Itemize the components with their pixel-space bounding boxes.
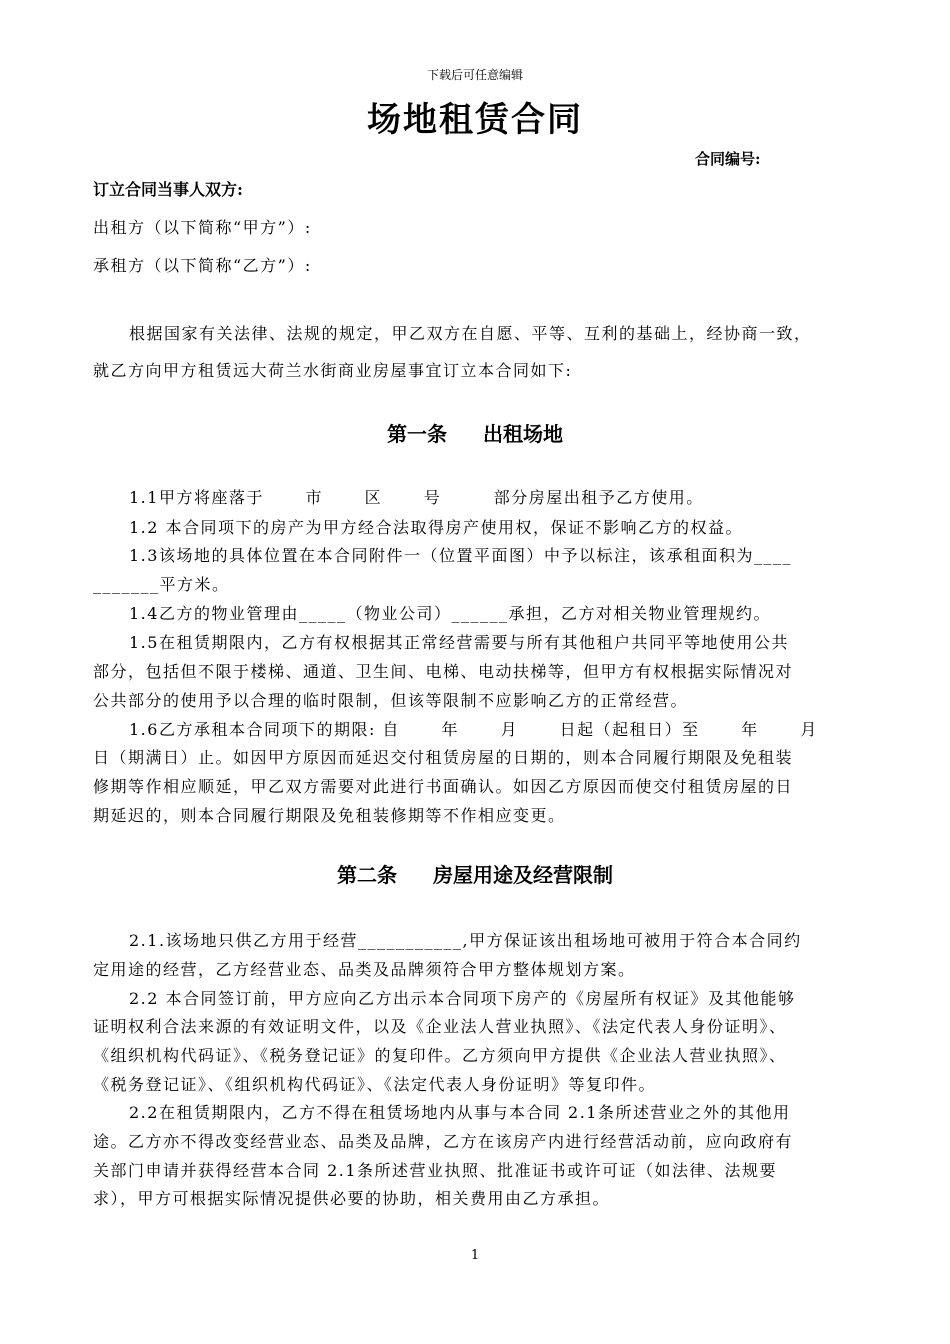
clause-line: 日（期满日）止。如因甲方原因而延迟交付租赁房屋的日期的，则本合同履行期限及免租装 — [93, 748, 794, 767]
clause-line: 关部门申请并获得经营本合同 2.1条所述营业执照、批准证书或许可证（如法律、法规要 — [93, 1161, 778, 1180]
section-2-name: 房屋用途及经营限制 — [433, 863, 613, 887]
section-2-number: 第二条 — [337, 863, 397, 887]
clause-line: 1.3该场地的具体位置在本合同附件一（位置平面图）中予以标注，该承租面积为____ — [129, 546, 792, 565]
lessor-line: 出租方（以下简称“甲方”）: — [93, 218, 312, 237]
clause-line: 求），甲方可根据实际情况提供必要的协助，相关费用由乙方承担。 — [93, 1189, 611, 1208]
intro-line: 根据国家有关法律、法规的规定，甲乙双方在自愿、平等、互利的基础上，经协商一致， — [129, 324, 812, 343]
section-1-name: 出租场地 — [483, 422, 563, 446]
section-2-heading — [0, 859, 950, 888]
clause-line: 1.5在租赁期限内，乙方有权根据其正常经营需要与所有其他租户共同平等地使用公共 — [129, 633, 789, 652]
page-number: 1 — [470, 1248, 480, 1263]
clause-line: 途。乙方亦不得改变经营业态、品类及品牌，乙方在该房产内进行经营活动前，应向政府有 — [93, 1132, 794, 1151]
clause-line: 1.1甲方将座落于 市 区 号 部分房屋出租予乙方使用。 — [129, 488, 704, 507]
clause-line: 1.4乙方的物业管理由_____（物业公司）______承担，乙方对相关物业管理规约。 — [129, 604, 771, 623]
section-1-number: 第一条 — [387, 422, 447, 446]
clause-line: 定用途的经营，乙方经营业态、品类及品牌须符合甲方整体规划方案。 — [93, 960, 636, 979]
clause-line: 《组织机构代码证》、《税务登记证》的复印件。乙方须向甲方提供《企业法人营业执照》、 — [93, 1046, 787, 1065]
clause-line: 修期等作相应顺延，甲乙双方需要对此进行书面确认。如因乙方原因而使交付租赁房屋的日 — [93, 777, 794, 796]
clause-line: 2.2 本合同签订前，甲方应向乙方出示本合同项下房产的《房屋所有权证》及其他能够 — [129, 989, 796, 1008]
intro-line: 就乙方向甲方租赁远大荷兰水街商业房屋事宜订立本合同如下: — [93, 361, 573, 380]
clause-line: 部分，包括但不限于楼梯、通道、卫生间、电梯、电动扶梯等，但甲方有权根据实际情况对 — [93, 662, 794, 681]
document-title: 场地租赁合同 — [367, 100, 583, 140]
clause-line: 期延迟的，则本合同履行期限及免租装修期等不作相应变更。 — [93, 806, 566, 825]
lessee-line: 承租方（以下简称“乙方”）: — [93, 256, 312, 275]
header-note: 下载后可任意编辑 — [426, 68, 523, 82]
clause-line: 证明权利合法来源的有效证明文件，以及《企业法人营业执照》、《法定代表人身份证明》、 — [93, 1017, 787, 1036]
clause-line: _______平方米。 — [93, 575, 230, 594]
contract-number-label: 合同编号: — [695, 150, 761, 168]
clause-line: 2.1.该场地只供乙方用于经营___________,甲方保证该出租场地可被用于符合本合同约 — [129, 931, 802, 950]
section-1-heading — [0, 418, 950, 447]
clause-line: 2.2在租赁期限内，乙方不得在租赁场地内从事与本合同 2.1条所述营业之外的其他用 — [129, 1103, 791, 1122]
clause-line: 1.2 本合同项下的房产为甲方经合法取得房产使用权，保证不影响乙方的权益。 — [129, 518, 744, 537]
clause-line: 1.6乙方承租本合同项下的期限: 自 年 月 日起（起租日）至 年 月 — [129, 720, 818, 739]
clause-line: 公共部分的使用予以合理的临时限制，但该等限制不应影响乙方的正常经营。 — [93, 691, 689, 710]
parties-heading: 订立合同当事人双方: — [93, 180, 243, 199]
clause-line: 《税务登记证》、《组织机构代码证》、《法定代表人身份证明》等复印件。 — [93, 1075, 657, 1094]
